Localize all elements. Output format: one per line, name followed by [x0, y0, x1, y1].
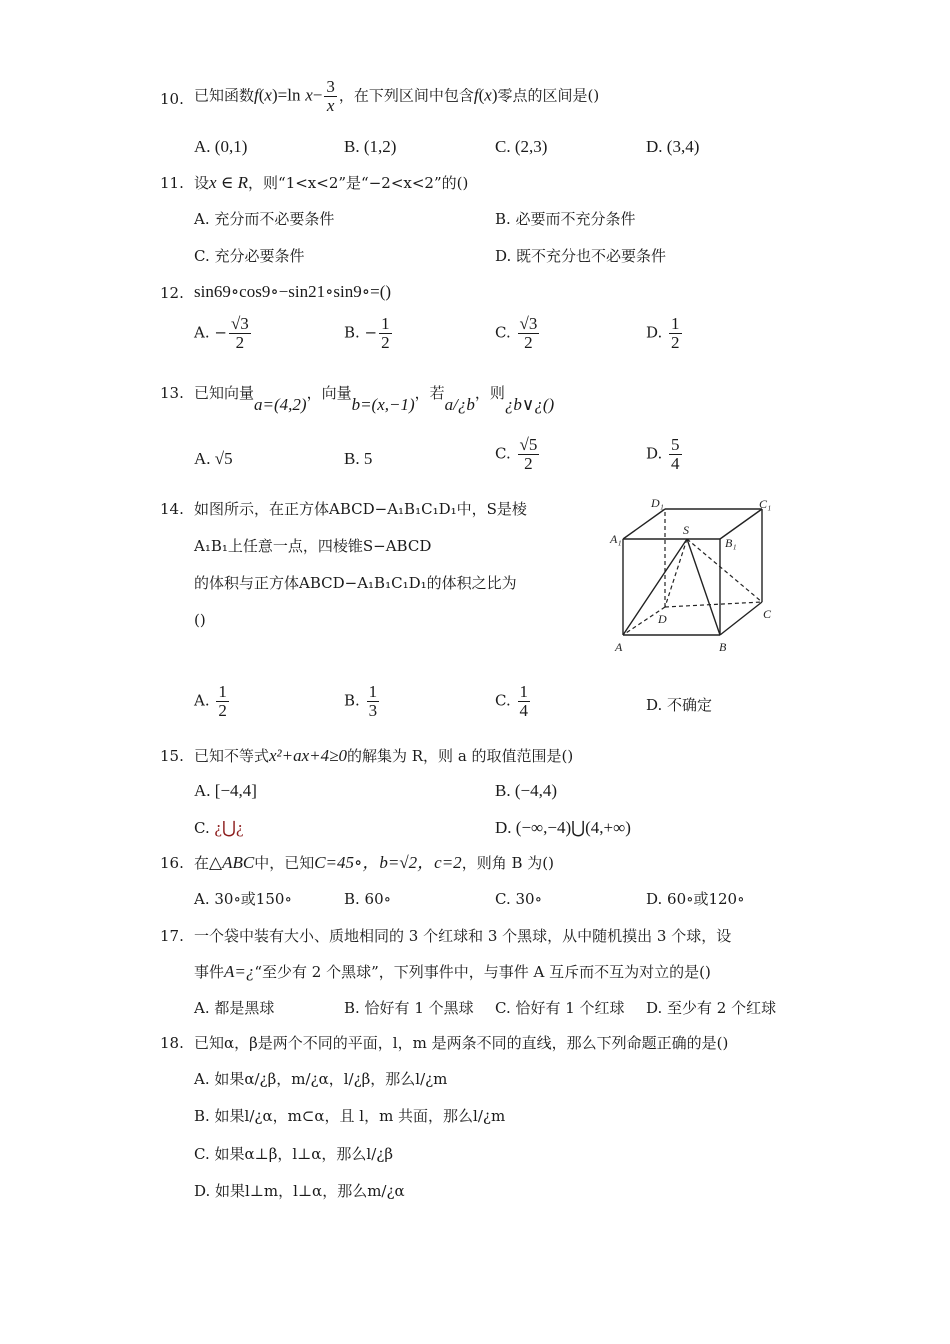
- q16-option-c[interactable]: C. 30∘: [495, 890, 542, 908]
- edge-s-a: [623, 539, 687, 635]
- q12-b-label: B. −: [344, 323, 378, 342]
- q10-option-c[interactable]: C. (2,3): [495, 137, 548, 156]
- q15-option-a[interactable]: A. [−4,4]: [194, 781, 257, 800]
- label-d1: D₁: [651, 496, 664, 510]
- q11-option-d[interactable]: D. 既不充分也不必要条件: [495, 247, 667, 265]
- q13-number: 13.: [160, 384, 184, 402]
- q10-option-d[interactable]: D. (3,4): [646, 137, 700, 156]
- q15-option-c[interactable]: [194, 817, 244, 839]
- q12-d-num: 1: [671, 314, 680, 333]
- q13-vec-a: a=(4,2): [254, 395, 307, 414]
- q13-p5: ，若: [414, 384, 445, 402]
- q14-option-d[interactable]: D. 不确定: [646, 696, 713, 714]
- q13-option-d[interactable]: [646, 436, 684, 473]
- q12-number: 12.: [160, 284, 184, 302]
- q13-vec-b: b=(x,−1): [351, 395, 415, 414]
- q11-option-b[interactable]: B. 必要而不充分条件: [495, 210, 636, 228]
- q14-line4: (): [194, 611, 206, 629]
- label-b1: B₁: [725, 536, 737, 550]
- q10-x: x: [264, 85, 272, 105]
- q15-c-label: C.: [194, 819, 215, 837]
- label-s: S: [683, 523, 689, 537]
- q10-stem-pre: 已知函数: [194, 86, 255, 105]
- q15-number: 15.: [160, 747, 184, 765]
- q10-minus: −: [312, 85, 323, 105]
- q13-option-b[interactable]: B. 5: [344, 449, 373, 468]
- q18-number: 18.: [160, 1034, 184, 1052]
- q14-a-label: A.: [194, 691, 210, 710]
- q11-option-a[interactable]: A. 充分而不必要条件: [194, 210, 335, 228]
- q15-option-d[interactable]: D. (−∞,−4)⋃(4,+∞): [495, 818, 631, 837]
- q11-stem-math: x ∈ R: [209, 173, 249, 192]
- q18-option-d[interactable]: D. 如果l⊥m，l⊥α，那么m/¿α: [194, 1182, 405, 1200]
- q13-stem: [194, 382, 555, 414]
- q12-a-num: √3: [230, 314, 249, 333]
- q14-number: 14.: [160, 500, 184, 518]
- q13-p3: ，向量: [306, 384, 352, 402]
- q13-d-den: 4: [671, 453, 680, 473]
- q18-option-c[interactable]: C. 如果α⊥β，l⊥α，那么l/¿β: [194, 1145, 393, 1163]
- q15-c-math: ¿⋃¿: [214, 818, 244, 837]
- q11-number: 11.: [160, 174, 184, 192]
- q12-c-num: √3: [519, 314, 538, 333]
- q17-option-b[interactable]: B. 恰好有 1 个黑球: [344, 999, 474, 1017]
- label-a: A: [615, 640, 623, 654]
- q17-line2: [194, 961, 711, 983]
- q10-stem-post: 零点的区间是(): [497, 86, 600, 105]
- q14-b-num: 1: [368, 682, 378, 701]
- q10-option-b[interactable]: B. (1,2): [344, 137, 397, 156]
- q17-option-c[interactable]: C. 恰好有 1 个红球: [495, 999, 625, 1017]
- q16-number: 16.: [160, 854, 184, 872]
- q17-option-d[interactable]: D. 至少有 2 个红球: [646, 999, 777, 1017]
- q11-stem: [194, 172, 468, 194]
- q12-b-den: 2: [381, 332, 390, 352]
- q12-option-b[interactable]: [344, 315, 394, 352]
- edge-s-d: [665, 539, 687, 607]
- edge-b-c: [720, 602, 762, 635]
- q13-c-den: 2: [524, 453, 533, 473]
- q13-c-num: √5: [519, 435, 538, 454]
- q13-d-num: 5: [671, 435, 680, 454]
- q17-line2-math: A=¿: [224, 962, 255, 981]
- q15-stem: [194, 745, 573, 767]
- q16-stem-given: C=45∘，b=√2，c=2: [314, 853, 462, 872]
- q12-b-num: 1: [381, 314, 390, 333]
- q17-number: 17.: [160, 927, 184, 945]
- q18-option-b[interactable]: B. 如果l/¿α，m⊂α，且 l，m 共面，那么l/¿m: [194, 1107, 506, 1125]
- q13-option-c[interactable]: [495, 436, 541, 473]
- q17-line2-post: “至少有 2 个黑球”，下列事件中，与事件 A 互斥而不互为对立的是(): [254, 963, 711, 981]
- q14-b-label: B.: [344, 691, 360, 710]
- q14-line1: 如图所示，在正方体ABCD−A₁B₁C₁D₁中，S是棱: [194, 500, 527, 518]
- q14-c-label: C.: [495, 691, 511, 710]
- q16-stem-triangle: △ABC: [209, 853, 255, 872]
- q10-fraction: [324, 78, 337, 115]
- q15-stem-post: 的解集为 R，则 a 的取值范围是(): [346, 747, 574, 765]
- q14-option-a[interactable]: [194, 683, 231, 720]
- q16-stem-pre: 在: [194, 854, 210, 872]
- edge-d1-a1: [623, 509, 665, 539]
- q18-stem: 已知α，β是两个不同的平面，l，m 是两条不同的直线，那么下列命题正确的是(): [194, 1034, 729, 1052]
- q15-stem-pre: 已知不等式: [194, 747, 270, 765]
- q13-p1: 已知向量: [194, 384, 255, 402]
- q13-d-label: D.: [646, 444, 663, 463]
- q10-x2: x: [305, 85, 313, 105]
- q10-option-a[interactable]: A. (0,1): [194, 137, 248, 156]
- q14-line3: 的体积与正方体ABCD−A₁B₁C₁D₁的体积之比为: [194, 574, 517, 592]
- q10-frac-num: 3: [326, 77, 335, 96]
- q17-line2-pre: 事件: [194, 963, 225, 981]
- q16-option-a[interactable]: A. 30∘或150∘: [194, 890, 292, 908]
- q10-number: 10.: [160, 90, 184, 108]
- q12-c-label: C.: [495, 323, 511, 342]
- edge-b1-c1: [720, 509, 762, 539]
- label-b: B: [719, 640, 727, 654]
- q12-d-label: D.: [646, 323, 663, 342]
- q14-a-num: 1: [218, 682, 227, 701]
- q17-line1: 一个袋中装有大小、质地相同的 3 个红球和 3 个黑球，从中随机摸出 3 个球，设: [194, 927, 732, 945]
- label-a1: A₁: [610, 532, 622, 546]
- q16-stem-mid: 中，已知: [254, 854, 315, 872]
- label-c: C: [763, 607, 772, 621]
- q12-d-den: 2: [671, 332, 680, 352]
- q16-option-d[interactable]: D. 60∘或120∘: [646, 890, 745, 908]
- q14-option-b[interactable]: [344, 683, 381, 720]
- label-c1: C₁: [759, 497, 772, 511]
- label-d: D: [658, 612, 667, 626]
- edge-d-c: [665, 602, 762, 607]
- q12-option-c[interactable]: [495, 315, 541, 352]
- q12-a-den: 2: [235, 332, 245, 352]
- q11-option-c[interactable]: C. 充分必要条件: [194, 247, 305, 265]
- q12-stem: sin69∘cos9∘−sin21∘sin9∘=(): [194, 282, 392, 301]
- q12-option-d[interactable]: [646, 315, 684, 352]
- q13-result: ¿b∨¿(): [504, 395, 555, 414]
- q14-a-den: 2: [218, 700, 227, 720]
- cube-figure: [605, 492, 785, 657]
- q14-c-den: 4: [519, 700, 528, 720]
- q18-option-a[interactable]: A. 如果α/¿β，m/¿α，l/¿β，那么l/¿m: [194, 1070, 448, 1088]
- q10-stem-mid: ，在下列区间中包含: [338, 86, 474, 105]
- q13-c-label: C.: [495, 444, 511, 463]
- q14-option-c[interactable]: [495, 683, 532, 720]
- q10-f: f: [254, 85, 259, 105]
- q12-c-den: 2: [524, 332, 533, 352]
- q13-parallel: a/¿b: [444, 395, 475, 414]
- q14-c-num: 1: [519, 682, 528, 701]
- q16-stem: [194, 852, 554, 874]
- q15-option-b[interactable]: B. (−4,4): [495, 781, 557, 800]
- q12-a-label: A. −: [194, 323, 227, 342]
- q15-stem-math: x²+ax+4≥0: [269, 746, 347, 765]
- q16-stem-post: ，则角 B 为(): [461, 854, 554, 872]
- q13-option-a[interactable]: A. √5: [194, 449, 233, 468]
- q13-p7: ，则: [474, 384, 505, 402]
- q14-b-den: 3: [368, 700, 378, 720]
- q11-stem-post: ，则“1<x<2”是“−2<x<2”的(): [248, 174, 469, 192]
- q12-option-a[interactable]: [194, 315, 253, 352]
- q14-line2: A₁B₁上任意一点，四棱锥S−ABCD: [194, 537, 432, 555]
- q11-stem-pre: 设: [194, 174, 210, 192]
- q17-option-a[interactable]: A. 都是黑球: [194, 999, 275, 1017]
- q10-eq: =ln: [277, 85, 301, 105]
- q10-stem: 已知函数f(x)=ln x− $\frac{3}{x}$ ，在下列区间中包含f(x)零点的区间是(): [194, 77, 600, 115]
- q16-option-b[interactable]: B. 60∘: [344, 890, 391, 908]
- q10-frac-den: x: [326, 95, 335, 115]
